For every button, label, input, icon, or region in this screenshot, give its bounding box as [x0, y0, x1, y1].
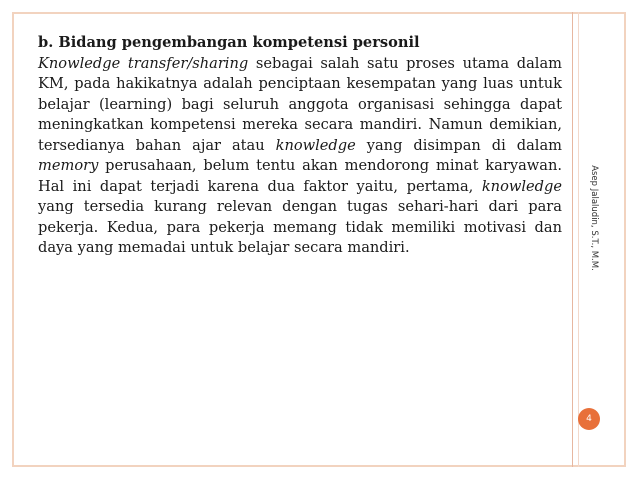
paragraph-seg-3: yang disimpan di dalam — [355, 136, 562, 154]
slide-body — [38, 33, 562, 259]
page-number-badge: 4 — [578, 408, 600, 430]
paragraph-seg-0: Knowledge transfer/sharing — [38, 54, 249, 72]
paragraph-seg-7: yang tersedia kurang relevan dengan tugas sehari-hari dari para pekerja. Kedua, para pekerja memang tidak memiliki motivasi dan daya yang memadai untuk belajar secara mandiri. — [38, 198, 562, 256]
paragraph-seg-1: sebagai salah satu proses utama dalam KM, pada hakikatnya adalah penciptaan kesempatan yang luas untuk belajar (learning) bagi seluruh anggota organisasi sehingga dapat meningkatkan kompetensi mereka secara mandiri. Namun demikian, tersedianya bahan ajar atau — [38, 54, 562, 154]
paragraph-seg-2: knowledge — [275, 136, 356, 154]
author-credit: Asep Jalaludin, S.T., M.M. — [589, 165, 599, 271]
slide-heading: b. Bidang pengembangan kompetensi personil — [38, 34, 420, 51]
paragraph-seg-4: memory — [38, 157, 99, 174]
side-divider-inner — [578, 12, 579, 467]
paragraph-seg-6: knowledge — [481, 177, 562, 195]
paragraph-seg-5: perusahaan, belum tentu akan mendorong minat karyawan. Hal ini dapat terjadi karena dua faktor yaitu, pertama, — [38, 157, 562, 195]
side-divider — [572, 12, 573, 467]
